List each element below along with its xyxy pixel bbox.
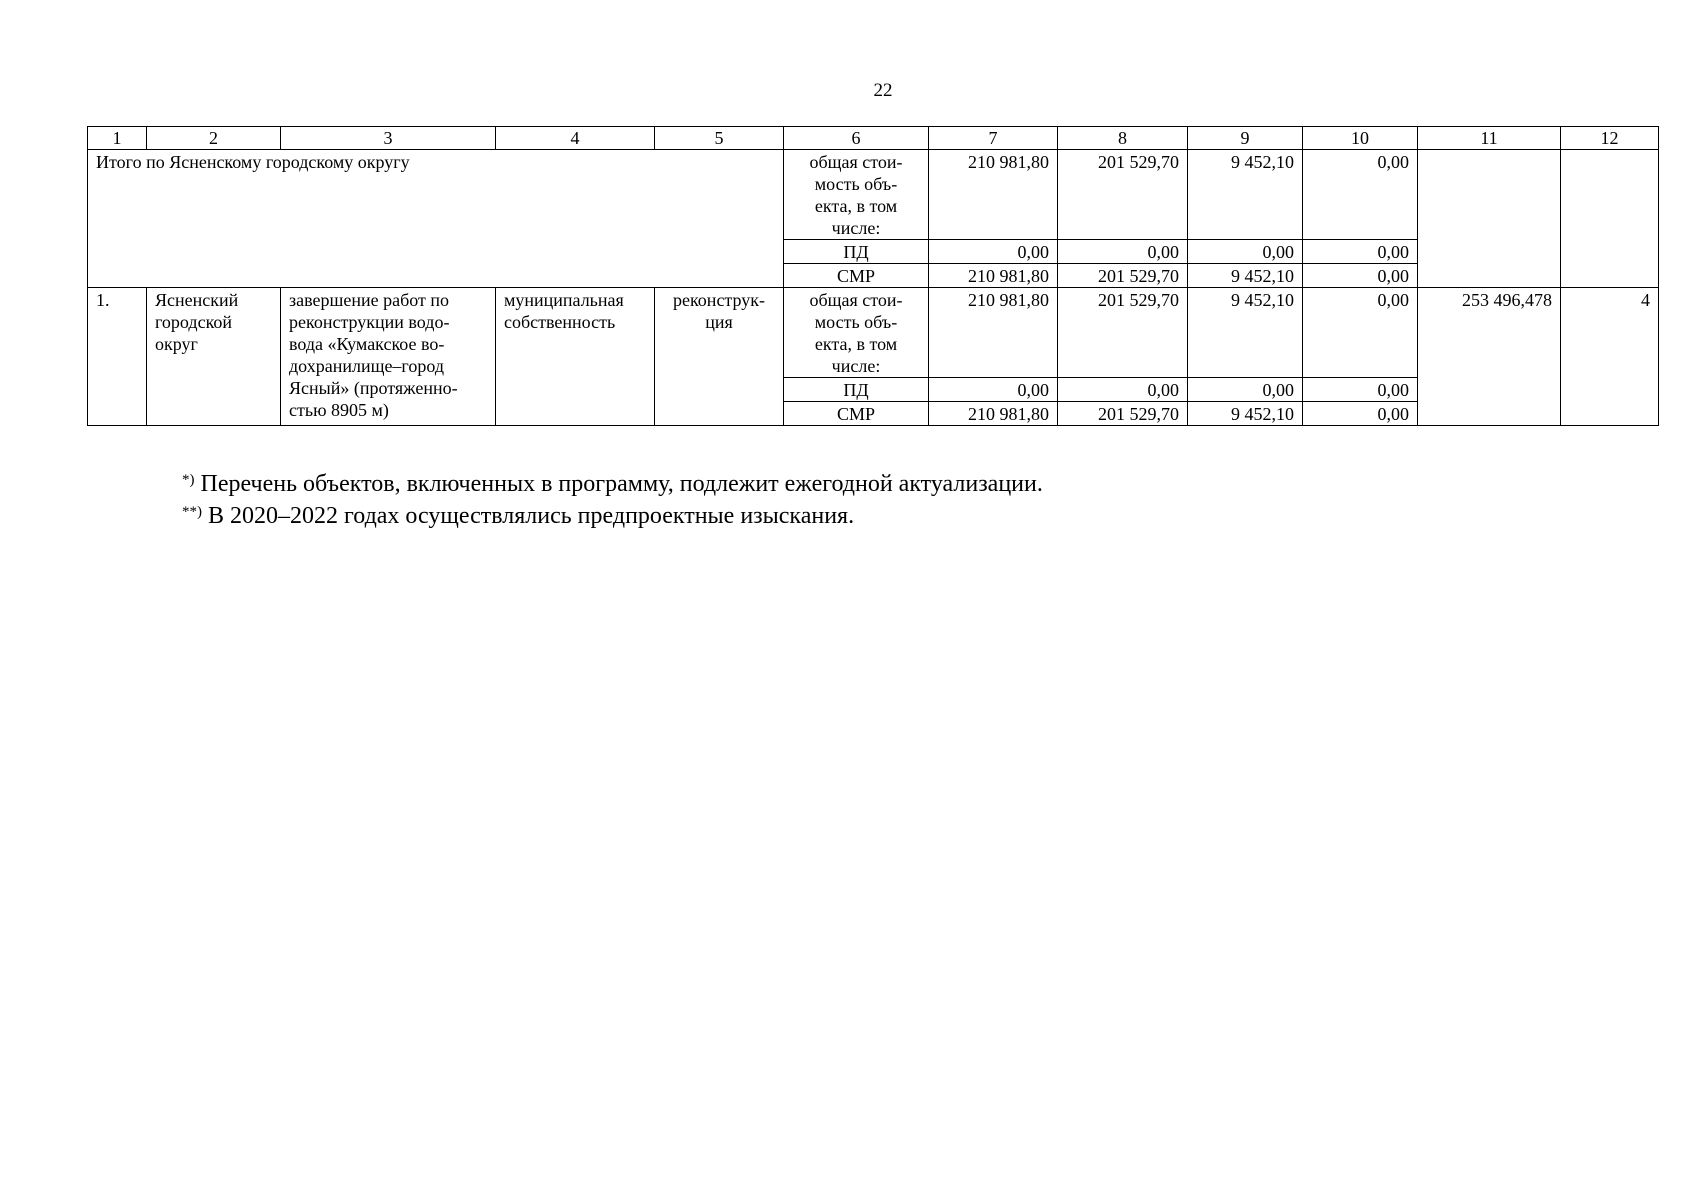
total-c8: 201 529,70 <box>1058 150 1188 240</box>
item-object: завершение работ по реконструкции водо- вода «Кумакское во- дохранилище–город Ясный» (протяженно- стью 8905 м) <box>281 288 496 426</box>
total-smr-c7: 210 981,80 <box>929 264 1058 288</box>
page-number: 22 <box>873 80 893 101</box>
total-kind-general: общая стои- мость объ- екта, в том числе: <box>784 150 929 240</box>
item-row <box>88 288 1659 378</box>
item-c8: 201 529,70 <box>1058 288 1188 378</box>
total-kind-pd: ПД <box>784 240 929 264</box>
total-c12 <box>1561 150 1659 288</box>
total-row <box>88 150 1659 240</box>
total-pd-c10: 0,00 <box>1303 240 1418 264</box>
item-smr-c10: 0,00 <box>1303 402 1418 426</box>
item-c11: 253 496,478 <box>1418 288 1561 426</box>
item-c9: 9 452,10 <box>1188 288 1303 378</box>
footnote-text: Перечень объектов, включенных в программу, подлежит ежегодной актуализации. <box>194 471 1043 497</box>
footnotes <box>182 468 1043 532</box>
item-work-type: реконструк- ция <box>655 288 784 426</box>
footnote <box>182 500 1043 532</box>
total-c10: 0,00 <box>1303 150 1418 240</box>
item-kind-general: общая стои- мость объ- екта, в том числе: <box>784 288 929 378</box>
footnote-mark: **) <box>182 504 202 520</box>
footnote-mark: *) <box>182 472 195 488</box>
objects-table <box>87 126 1659 426</box>
item-ownership: муниципальная собственность <box>496 288 655 426</box>
total-c9: 9 452,10 <box>1188 150 1303 240</box>
total-smr-c9: 9 452,10 <box>1188 264 1303 288</box>
footnote <box>182 468 1043 500</box>
column-number: 11 <box>1418 127 1561 150</box>
item-pd-c10: 0,00 <box>1303 378 1418 402</box>
column-number: 3 <box>281 127 496 150</box>
total-label: Итого по Ясненскому городскому округу <box>88 150 784 288</box>
total-pd-c7: 0,00 <box>929 240 1058 264</box>
item-c10: 0,00 <box>1303 288 1418 378</box>
column-number-row <box>88 127 1659 150</box>
column-number: 8 <box>1058 127 1188 150</box>
total-c7: 210 981,80 <box>929 150 1058 240</box>
item-c12: 4 <box>1561 288 1659 426</box>
item-pd-c9: 0,00 <box>1188 378 1303 402</box>
column-number: 1 <box>88 127 147 150</box>
total-pd-c8: 0,00 <box>1058 240 1188 264</box>
item-pd-c8: 0,00 <box>1058 378 1188 402</box>
item-kind-smr: СМР <box>784 402 929 426</box>
total-smr-c8: 201 529,70 <box>1058 264 1188 288</box>
column-number: 7 <box>929 127 1058 150</box>
footnote-text: В 2020–2022 годах осуществлялись предпроектные изыскания. <box>202 503 855 529</box>
item-kind-pd: ПД <box>784 378 929 402</box>
item-smr-c9: 9 452,10 <box>1188 402 1303 426</box>
total-smr-c10: 0,00 <box>1303 264 1418 288</box>
total-c11 <box>1418 150 1561 288</box>
item-district: Ясненский городской округ <box>147 288 281 426</box>
item-smr-c8: 201 529,70 <box>1058 402 1188 426</box>
column-number: 2 <box>147 127 281 150</box>
column-number: 12 <box>1561 127 1659 150</box>
column-number: 5 <box>655 127 784 150</box>
item-number: 1. <box>88 288 147 426</box>
column-number: 6 <box>784 127 929 150</box>
total-pd-c9: 0,00 <box>1188 240 1303 264</box>
total-kind-smr: СМР <box>784 264 929 288</box>
column-number: 9 <box>1188 127 1303 150</box>
column-number: 10 <box>1303 127 1418 150</box>
item-c7: 210 981,80 <box>929 288 1058 378</box>
column-number: 4 <box>496 127 655 150</box>
item-pd-c7: 0,00 <box>929 378 1058 402</box>
item-smr-c7: 210 981,80 <box>929 402 1058 426</box>
